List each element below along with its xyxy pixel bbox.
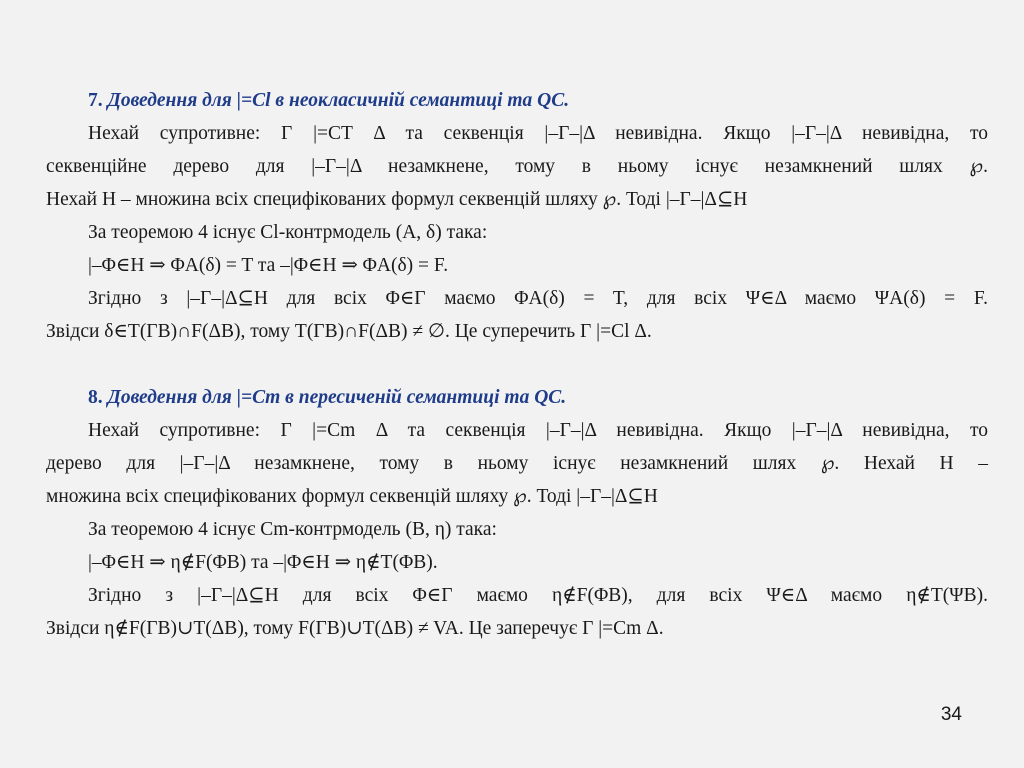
section-7-line-4: За теоремою 4 існує Cl-контрмодель (A, δ) така: xyxy=(88,222,488,243)
section-7-line-2: секвенційне дерево для |–Γ–|Δ незамкнене, тому в ньому існує незамкнений шлях ℘. xyxy=(46,156,988,177)
section-8-line-6: Згідно з |–Γ–|Δ⊆H для всіх Φ∈Γ маємо η∉F(ΦB), для всіх Ψ∈Δ маємо η∉T(ΨB). xyxy=(88,585,988,606)
section-8-number: 8. xyxy=(88,387,103,408)
section-8-line-4: За теоремою 4 існує Cm-контрмодель (B, η) така: xyxy=(88,519,497,540)
section-8-line-1: Нехай супротивне: Γ |=Cm Δ та секвенція |–Γ–|Δ невивідна. Якщо |–Γ–|Δ невивідна, то xyxy=(88,420,988,441)
section-8-heading xyxy=(46,381,988,414)
section-7-line-7: Звідси δ∈T(ΓB)∩F(ΔB), тому T(ΓB)∩F(ΔB) ≠ ∅. Це суперечить Γ |=Cl Δ. xyxy=(46,321,652,342)
section-7-heading xyxy=(46,84,988,117)
section-7-line-6: Згідно з |–Γ–|Δ⊆H для всіх Φ∈Γ маємо ΦA(δ) = T, для всіх Ψ∈Δ маємо ΨA(δ) = F. xyxy=(88,288,988,309)
section-7-number: 7. xyxy=(88,90,103,111)
section-7-title: Доведення для |=Cl в неокласичній семантиці та QC. xyxy=(107,90,570,111)
section-8-line-5: |–Φ∈H ⇒ η∉F(ΦB) та –|Φ∈H ⇒ η∉T(ΦB). xyxy=(88,552,438,573)
section-8-line-7: Звідси η∉F(ΓB)∪T(ΔB), тому F(ΓB)∪T(ΔB) ≠ VA. Це заперечує Γ |=Cm Δ. xyxy=(46,618,664,639)
section-7-line-3: Нехай H – множина всіх специфікованих формул секвенцій шляху ℘. Тоді |–Γ–|Δ⊆H xyxy=(46,189,748,210)
slide-content xyxy=(46,84,988,645)
section-8-line-3: множина всіх специфікованих формул секвенцій шляху ℘. Тоді |–Γ–|Δ⊆H xyxy=(46,486,658,507)
page-number: 34 xyxy=(940,704,962,725)
section-8-title: Доведення для |=Cm в пересиченій семантиці та QC. xyxy=(107,387,567,408)
section-7-line-1: Нехай супротивне: Γ |=CT Δ та секвенція |–Γ–|Δ невивідна. Якщо |–Γ–|Δ невивідна, то xyxy=(88,123,988,144)
section-8-line-2: дерево для |–Γ–|Δ незамкнене, тому в ньому існує незамкнений шлях ℘. Нехай H – xyxy=(46,453,988,474)
section-7-line-5: |–Φ∈H ⇒ ΦA(δ) = T та –|Φ∈H ⇒ ΦA(δ) = F. xyxy=(88,255,449,276)
section-gap xyxy=(46,348,988,381)
